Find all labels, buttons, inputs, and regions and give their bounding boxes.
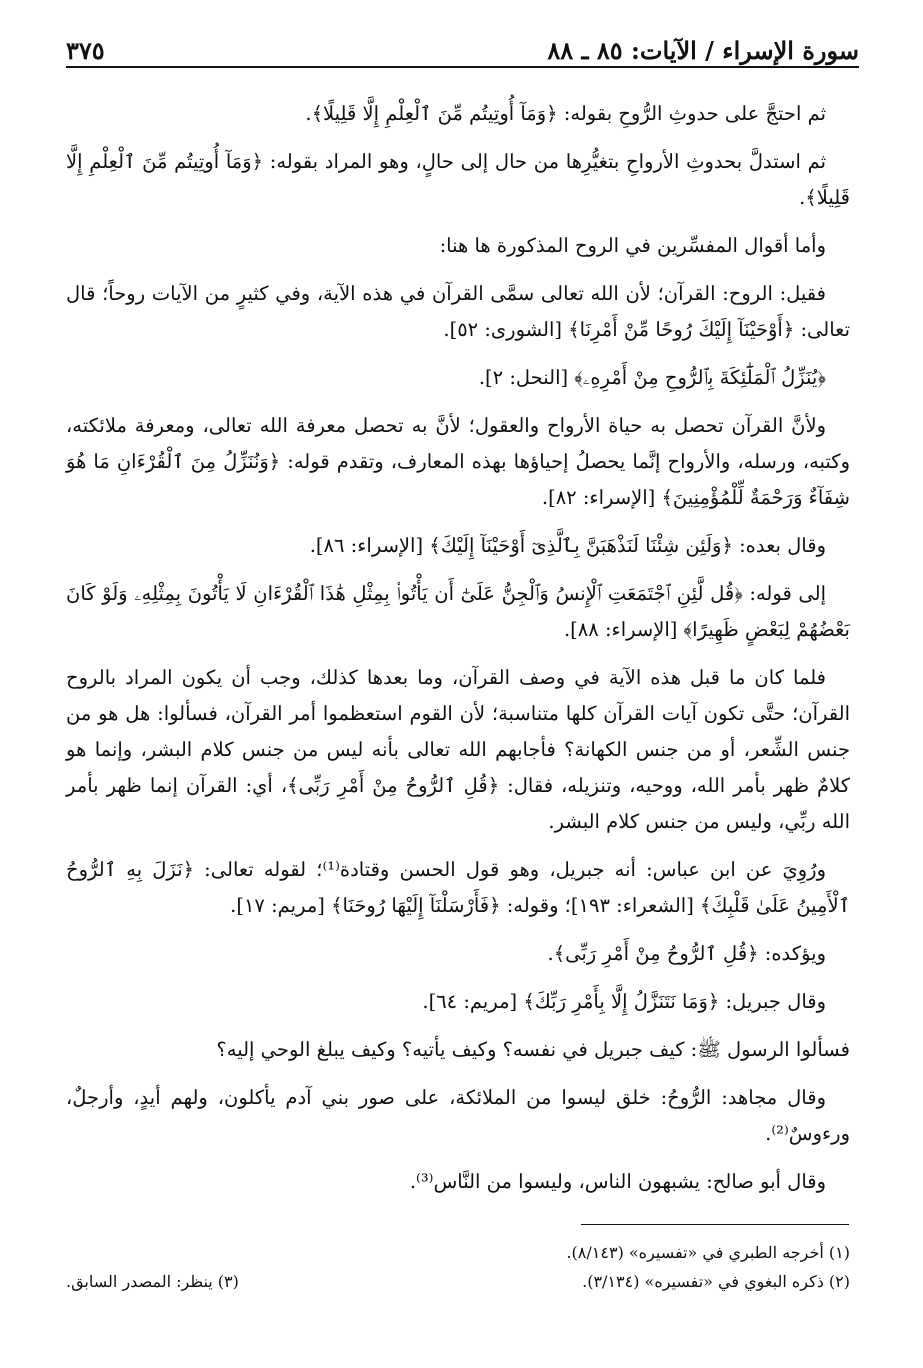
- paragraph: وأما أقوال المفسِّرين في الروح المذكورة ها هنا:: [439, 234, 826, 257]
- paragraph: ثم استدلَّ بحدوثِ الأرواحِ بتغيُّرِها من حال إلى حالٍ، وهو المراد بقوله: ﴿وَمَآ أُوتِيتُم مِّنَ ٱلْعِلْمِ إِلَّا قَلِيلًا﴾.: [66, 150, 850, 209]
- paragraph: وقال مجاهد: الرُّوحُ: خلق ليسوا من الملائكة، على صور بني آدم يأكلون، ولهم أيدٍ، وأرجلٌ، ورءوسٌ⁽²⁾.: [66, 1086, 850, 1145]
- footnote-2: (٢) ذكره البغوي في «تفسيره» (٣/١٣٤).: [582, 1272, 850, 1291]
- paragraph: وقال بعده: ﴿وَلَئِن شِئْنَا لَنَذْهَبَنَّ بِٱلَّذِىٓ أَوْحَيْنَآ إِلَيْكَ﴾ [الإسراء: ٨٦].: [309, 534, 826, 557]
- paragraph: فقيل: الروح: القرآن؛ لأن الله تعالى سمَّى القرآن في هذه الآية، وفي كثيرٍ من الآيات روحاً؛ قال تعالى: ﴿أَوْحَيْنَآ إِلَيْكَ رُوحًا مِّنْ أَمْرِنَا﴾ [الشورى: ٥٢].: [66, 282, 850, 341]
- paragraph: إلى قوله: ﴿قُل لَّئِنِ ٱجْتَمَعَتِ ٱلْإِنسُ وَٱلْجِنُّ عَلَىٰٓ أَن يَأْتُوا۟ بِمِثْلِ هَٰذَا ٱلْقُرْءَانِ لَا يَأْتُونَ بِمِثْلِهِۦ وَلَوْ كَانَ بَعْضُهُمْ لِبَعْضٍ ظَهِيرًا﴾ [الإسراء: ٨٨].: [66, 582, 850, 641]
- running-title: سورة الإسراء / الآيات: ٨٥ ـ ٨٨: [547, 36, 859, 65]
- footnotes: [66, 1238, 850, 1296]
- footnote-line: [66, 1267, 850, 1296]
- header-rule: [66, 66, 859, 68]
- footnote-rule: [581, 1224, 849, 1225]
- paragraph: فسألوا الرسول ﷺ: كيف جبريل في نفسه؟ وكيف يأتيه؟ وكيف يبلغ الوحي إليه؟: [216, 1038, 850, 1061]
- footnote-1: (١) أخرجه الطبري في «تفسيره» (٨/١٤٣).: [566, 1243, 850, 1262]
- paragraph: فلما كان ما قبل هذه الآية في وصف القرآن، وما بعدها كذلك، وجب أن يكون المراد بالروح القرآن؛ حتَّى تكون آيات القرآن كلها متناسبة؛ لأن القوم استعظموا أمر القرآن، فسألوا: هل هو من جنس الشِّعر، أو من جنس الكهانة؟ فأجابهم الله تعالى بأنه ليس من جنس كلام البشر، وإنما هو كلامٌ ظهر بأمر الله، ووحيه، وتنزيله، فقال: ﴿قُلِ ٱلرُّوحُ مِنْ أَمْرِ رَبِّى﴾، أي: القرآن إنما ظهر بأمر الله ربِّي، وليس من جنس كلام البشر.: [66, 666, 850, 833]
- paragraph: وقال جبريل: ﴿وَمَا نَتَنَزَّلُ إِلَّا بِأَمْرِ رَبِّكَ﴾ [مريم: ٦٤].: [422, 990, 826, 1013]
- main-text: [66, 96, 850, 1212]
- footnote-3: (٣) ينظر: المصدر السابق.: [66, 1272, 239, 1291]
- footnote-line: [66, 1238, 850, 1267]
- page-header: [66, 36, 859, 68]
- paragraph: ويؤكده: ﴿قُلِ ٱلرُّوحُ مِنْ أَمْرِ رَبِّى﴾.: [547, 942, 826, 965]
- paragraph: ﴿يُنَزِّلُ ٱلْمَلَٰٓئِكَةَ بِٱلرُّوحِ مِنْ أَمْرِهِۦ﴾ [النحل: ٢].: [478, 366, 826, 389]
- paragraph: وقال أبو صالح: يشبهون الناس، وليسوا من النَّاس⁽³⁾.: [409, 1170, 826, 1193]
- paragraph: ثم احتجَّ على حدوثِ الرُّوحِ بقوله: ﴿وَمَآ أُوتِيتُم مِّنَ ٱلْعِلْمِ إِلَّا قَلِيلًا﴾.: [305, 102, 826, 125]
- page-number: ٣٧٥: [66, 36, 105, 65]
- paragraph: ولأنَّ القرآن تحصل به حياة الأرواح والعقول؛ لأنَّ به تحصل معرفة الله تعالى، ومعرفة ملائكته، وكتبه، ورسله، والأرواح إنَّما يحصلُ إحياؤها بهذه المعارف، وتقدم قوله: ﴿وَنُنَزِّلُ مِنَ ٱلْقُرْءَانِ مَا هُوَ شِفَآءٌ وَرَحْمَةٌ لِّلْمُؤْمِنِينَ﴾ [الإسراء: ٨٢].: [66, 414, 850, 509]
- paragraph: ورُوِيَ عن ابن عباس: أنه جبريل، وهو قول الحسن وقتادة⁽¹⁾؛ لقوله تعالى: ﴿نَزَلَ بِهِ ٱلرُّوحُ ٱلْأَمِينُ عَلَىٰ قَلْبِكَ﴾ [الشعراء: ١٩٣]؛ وقوله: ﴿فَأَرْسَلْنَآ إِلَيْهَا رُوحَنَا﴾ [مريم: ١٧].: [66, 858, 850, 917]
